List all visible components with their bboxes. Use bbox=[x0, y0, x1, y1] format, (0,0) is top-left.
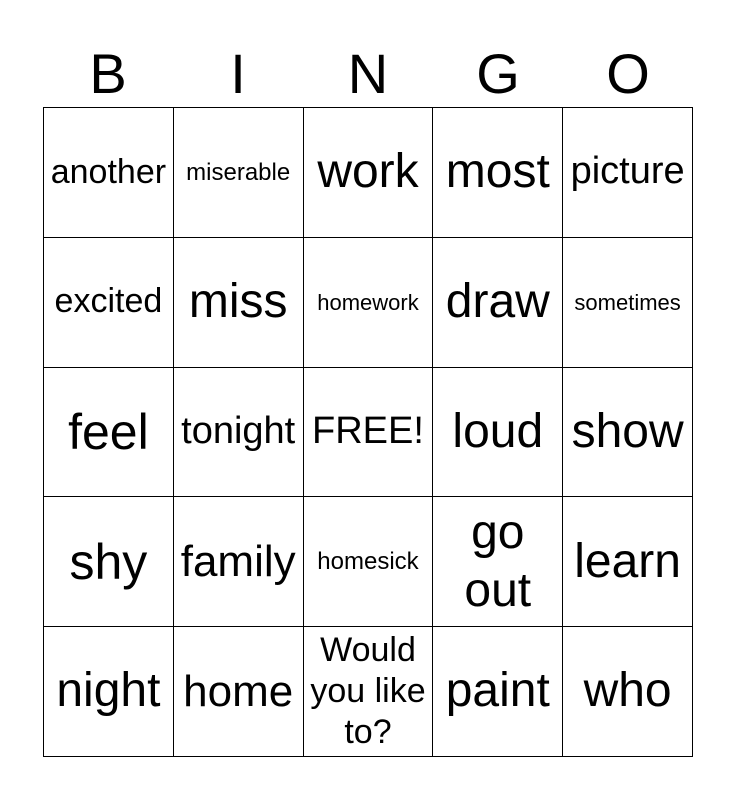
bingo-board bbox=[43, 107, 693, 757]
header-letter-o: O bbox=[606, 42, 650, 105]
bingo-cell[interactable] bbox=[304, 108, 434, 238]
cell-label: who bbox=[583, 664, 672, 718]
bingo-cell[interactable] bbox=[563, 497, 693, 627]
bingo-header bbox=[43, 40, 693, 108]
bingo-cell[interactable] bbox=[433, 238, 563, 368]
header-letter-b: B bbox=[89, 42, 127, 105]
bingo-cell[interactable] bbox=[563, 368, 693, 498]
bingo-cell[interactable] bbox=[563, 108, 693, 238]
bingo-cell[interactable] bbox=[304, 238, 434, 368]
cell-label: picture bbox=[570, 150, 685, 193]
bingo-cell[interactable] bbox=[563, 627, 693, 757]
cell-label: home bbox=[183, 666, 294, 716]
cell-label: loud bbox=[452, 404, 544, 458]
cell-label: homework bbox=[317, 289, 419, 315]
cell-label: feel bbox=[68, 403, 149, 460]
bingo-cell[interactable] bbox=[433, 627, 563, 757]
cell-label: family bbox=[180, 536, 296, 586]
bingo-cell[interactable] bbox=[44, 368, 174, 498]
cell-label: shy bbox=[69, 533, 148, 590]
bingo-cell[interactable] bbox=[174, 108, 304, 238]
cell-label: go out bbox=[464, 506, 532, 617]
bingo-cell[interactable] bbox=[304, 627, 434, 757]
bingo-cell[interactable] bbox=[174, 497, 304, 627]
free-space-cell[interactable] bbox=[304, 368, 434, 498]
bingo-cell[interactable] bbox=[433, 368, 563, 498]
cell-label: show bbox=[571, 404, 684, 458]
cell-label: tonight bbox=[181, 410, 296, 453]
bingo-cell[interactable] bbox=[304, 497, 434, 627]
bingo-cell[interactable] bbox=[174, 238, 304, 368]
cell-label: night bbox=[56, 664, 161, 718]
bingo-cell[interactable] bbox=[44, 108, 174, 238]
bingo-cell[interactable] bbox=[563, 238, 693, 368]
cell-label: paint bbox=[445, 664, 550, 718]
header-letter-n: N bbox=[347, 42, 389, 105]
bingo-cell[interactable] bbox=[44, 627, 174, 757]
cell-label: miss bbox=[188, 275, 288, 328]
bingo-cell[interactable] bbox=[44, 238, 174, 368]
cell-label: another bbox=[50, 152, 167, 191]
cell-label: draw bbox=[445, 275, 550, 328]
cell-label: excited bbox=[54, 282, 163, 321]
cell-label: homesick bbox=[317, 548, 419, 576]
bingo-cell[interactable] bbox=[44, 497, 174, 627]
header-letter-g: G bbox=[476, 42, 520, 105]
cell-label: Would you like to? bbox=[310, 631, 426, 751]
cell-label: sometimes bbox=[574, 289, 681, 315]
bingo-cell[interactable] bbox=[433, 497, 563, 627]
cell-label: miserable bbox=[186, 158, 291, 186]
cell-label: learn bbox=[574, 534, 681, 588]
header-letter-i: I bbox=[230, 42, 246, 105]
free-space-label: FREE! bbox=[312, 410, 424, 453]
cell-label: work bbox=[317, 145, 419, 199]
bingo-cell[interactable] bbox=[433, 108, 563, 238]
cell-label: most bbox=[445, 145, 550, 199]
bingo-cell[interactable] bbox=[174, 368, 304, 498]
bingo-cell[interactable] bbox=[174, 627, 304, 757]
